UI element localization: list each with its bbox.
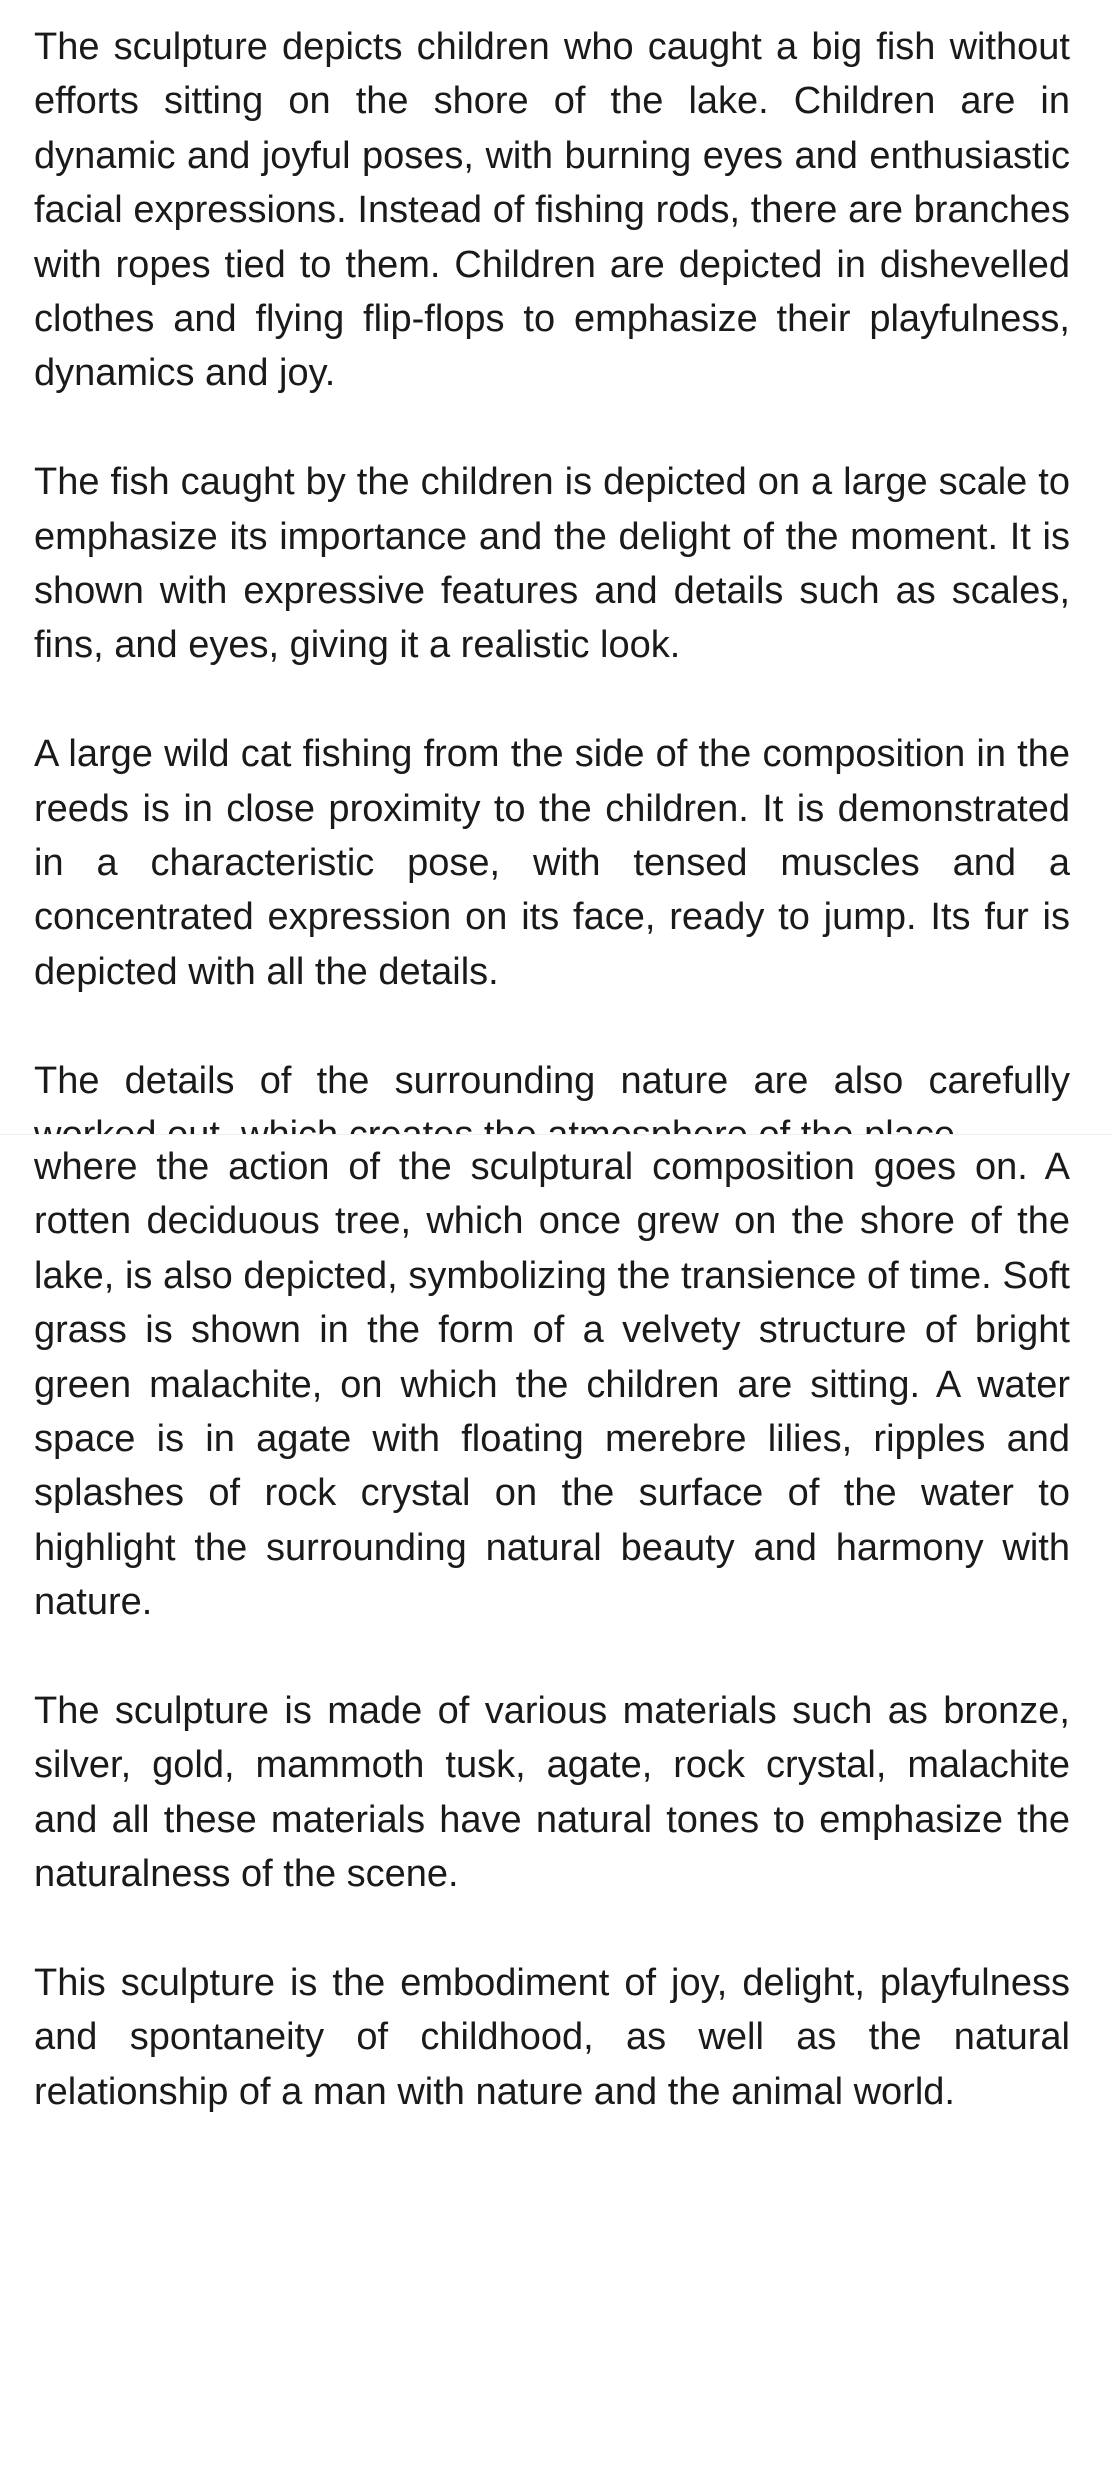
text-body-bottom (34, 1140, 1070, 2174)
document-page-top (0, 0, 1113, 1135)
text-body-top (34, 20, 1070, 1217)
paragraph-nature-continued: where the action of the sculptural composition goes on. A rotten deciduous tree, which once grew on the shore of the lake, is also depicted, symbolizing the transience of time. Soft grass is shown in the form of a velvety structure of bright green malachite, on which the children are sitting. A water space is in agate with floating merebre lilies, ripples and splashes of rock crystal on the surface of the water to highlight the surrounding natural beauty and harmony with nature. (34, 1146, 1070, 1624)
paragraph-materials: The sculpture is made of various materials such as bronze, silver, gold, mammoth tusk, agate, rock crystal, malachite and all these materials have natural tones to emphasize the naturalness of the scene. (34, 1690, 1070, 1896)
document-page-bottom (0, 1140, 1113, 2468)
paragraph-fish: The fish caught by the children is depicted on a large scale to emphasize its importance and the delight of the moment. It is shown with expressive features and details such as scales, fins, and eyes, giving it a realistic look. (34, 461, 1070, 667)
paragraph-embodiment: This sculpture is the embodiment of joy, delight, playfulness and spontaneity of childhood, as well as the natural relationship of a man with nature and the animal world. (34, 1962, 1070, 2113)
paragraph-nature-start: The details of the surrounding nature are also carefully (34, 1059, 1070, 1102)
paragraph-children: The sculpture depicts children who caught a big fish without efforts sitting on the shore of the lake. Children are in dynamic and joyful poses, with burning eyes and enthusiastic facial expressions. Instead of fishing rods, there are branches with ropes tied to them. Children are depicted in dishevelled clothes and flying flip-flops to emphasize their playfulness, dynamics and joy. (34, 26, 1070, 395)
paragraph-wild-cat: A large wild cat fishing from the side of the composition in the reeds is in close proximity to the children. It is demonstrated in a characteristic pose, with tensed muscles and a concentrated expression on its face, ready to jump. Its fur is depicted with all the details. (34, 733, 1070, 993)
